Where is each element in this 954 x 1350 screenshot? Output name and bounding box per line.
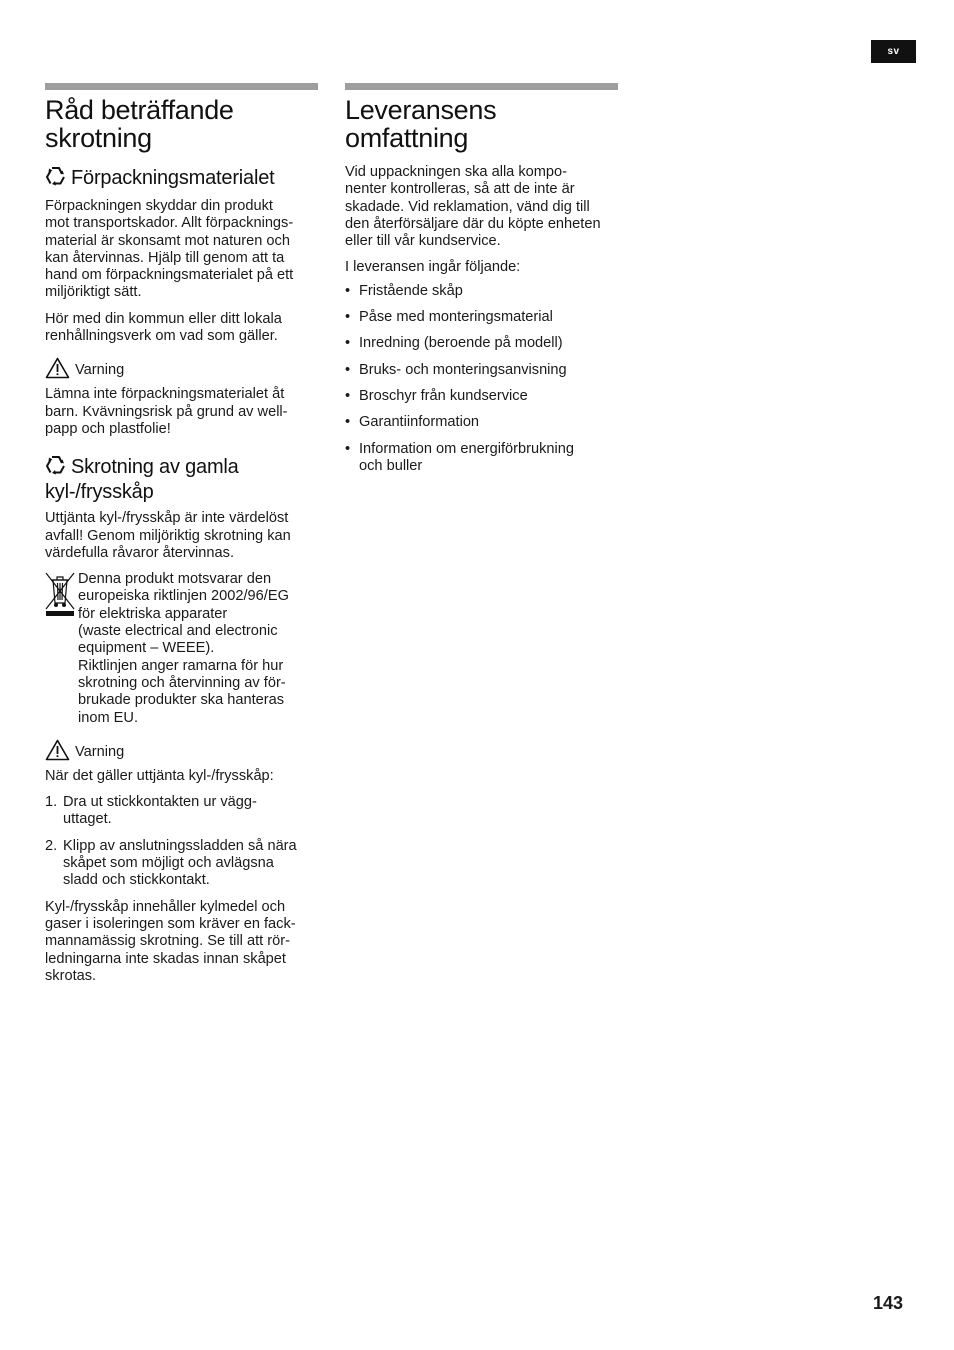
delivery-list-heading: I leveransen ingår följande: <box>345 259 521 276</box>
section-rule <box>45 83 318 90</box>
title-line-1: Leveransens <box>345 95 497 125</box>
heading-packaging-text: Förpackningsmaterialet <box>71 167 275 189</box>
weee-text: Denna produkt motsvarar den europeiska riktlinjen 2002/96/EG för elektriska apparater (waste electrical and electronic equipment – WEEE). Riktlinjen anger ramarna för hur skrotning och återvinning av för- brukade produkter ska hanteras inom EU. <box>78 571 289 726</box>
heading-old-appliances: Skrotning av gamla kyl-/frysskåp <box>45 456 239 504</box>
warning-packaging <box>45 357 318 379</box>
page-title-disposal <box>45 96 318 152</box>
warning-label: Varning <box>75 362 125 379</box>
weee-notice <box>45 571 318 727</box>
section-rule <box>345 83 618 90</box>
list-item: • Information om energiförbrukning och buller <box>345 441 618 476</box>
warning-disposal-intro: När det gäller uttjänta kyl-/frysskåp: <box>45 767 274 784</box>
recycle-icon <box>45 166 67 192</box>
list-item: • Påse med monteringsmaterial <box>345 309 618 326</box>
page-title-delivery <box>345 96 618 152</box>
title-line-1: Råd beträffande <box>45 95 234 125</box>
heading-packaging <box>45 166 318 192</box>
list-item: 2. Klipp av anslutningssladden så nära skåpet som möjligt och avlägsna sladd och stickkontakt. <box>45 837 297 889</box>
list-item: 1. Dra ut stickkontakten ur vägg- uttaget. <box>45 794 257 828</box>
warning-disposal <box>45 739 318 761</box>
warning-triangle-icon <box>45 739 70 761</box>
warning-triangle-icon <box>45 357 70 379</box>
warning-label: Varning <box>75 743 125 760</box>
language-badge: sv <box>871 40 916 63</box>
warning-packaging-text: Lämna inte förpackningsmaterialet åt barn. Kvävningsrisk på grund av well- papp och plastfolie! <box>45 386 288 437</box>
disposal-closing: Kyl-/frysskåp innehåller kylmedel och gaser i isoleringen som kräver en fack- mannamässig skrotning. Se till att rör- ledningarna inte skadas innan skåpet skrotas. <box>45 898 296 984</box>
packaging-paragraph-2: Hör med din kommun eller ditt lokala renhållningsverk om vad som gäller. <box>45 310 282 345</box>
list-item: • Inredning (beroende på modell) <box>345 335 618 352</box>
disposal-steps <box>45 794 318 889</box>
right-column <box>345 83 618 484</box>
crossed-bin-icon <box>45 571 78 622</box>
list-item: • Broschyr från kundservice <box>345 388 618 405</box>
delivery-intro: Vid uppackningen ska alla kompo- nenter kontrolleras, så att de inte är skadade. Vid reklamation, vänd dig till den återförsäljare där du köpte enheten eller till vår kundservice. <box>345 164 601 250</box>
left-column <box>45 83 318 994</box>
disposal-intro: Uttjänta kyl-/frysskåp är inte värdelöst avfall! Genom miljöriktig skrotning kan värdefulla råvaror återvinnas. <box>45 510 291 561</box>
delivery-list <box>345 283 618 475</box>
list-item: • Garantiinformation <box>345 414 618 431</box>
list-item: • Bruks- och monteringsanvisning <box>345 362 618 379</box>
list-item: • Fristående skåp <box>345 283 618 300</box>
packaging-paragraph-1: Förpackningen skyddar din produkt mot transportskador. Allt förpacknings- material är skonsamt mot naturen och kan återvinnas. Hjälp till genom att ta hand om förpackningsmaterialet på ett miljöriktigt sätt. <box>45 198 294 301</box>
title-line-2: omfattning <box>345 123 469 153</box>
page-number: 143 <box>873 1293 904 1313</box>
recycle-icon <box>45 455 67 481</box>
title-line-2: skrotning <box>45 123 152 153</box>
